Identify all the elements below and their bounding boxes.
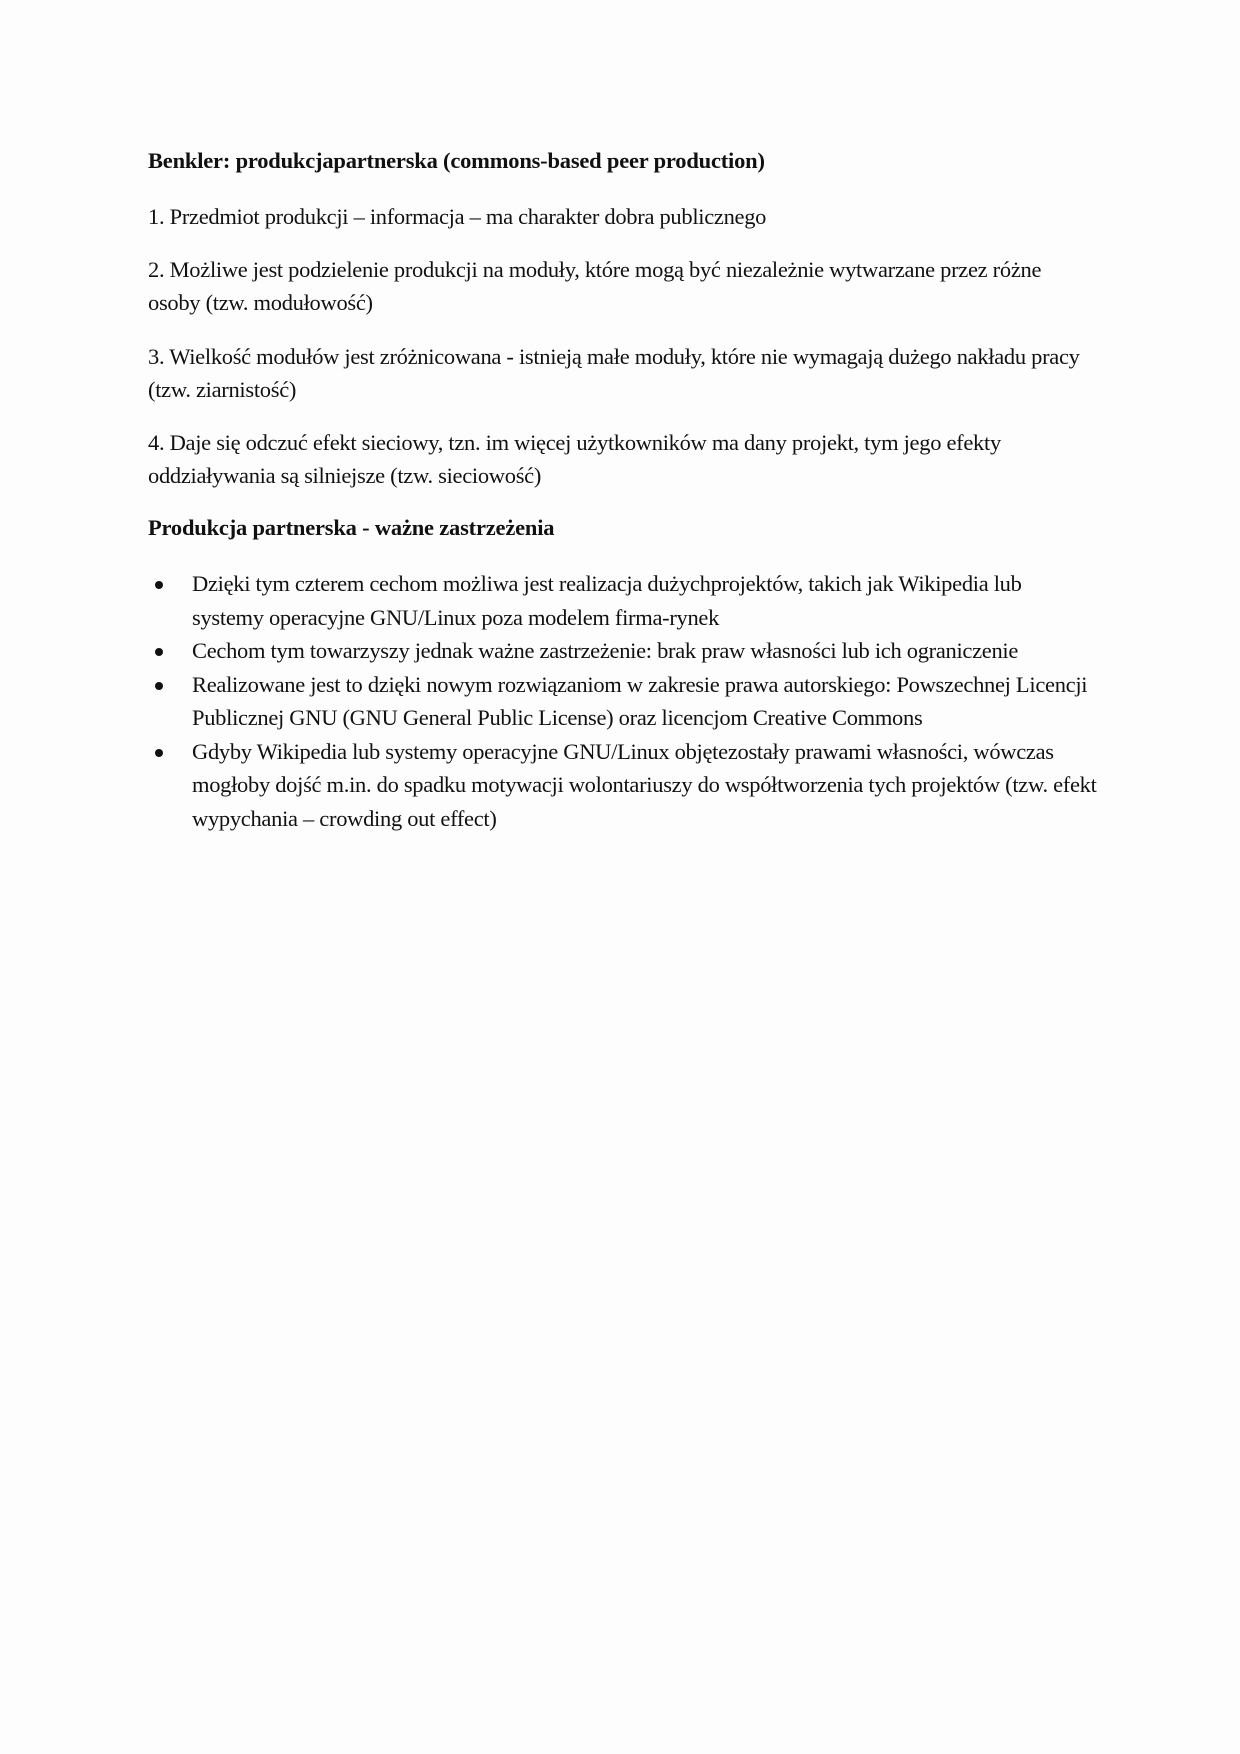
bullet-icon [155,682,163,690]
section-title-reservations: Produkcja partnerska - ważne zastrzeżenia [148,515,555,540]
point-2: 2. Możliwe jest podzielenie produkcji na moduły, które mogą być niezależnie wytwarzane przez różne osoby (tzw. modułowość) [148,257,1042,315]
bullet-icon [155,648,163,656]
list-item-text: Dzięki tym czterem cechom możliwa jest realizacja dużychprojektów, takich jak Wikipedia lub systemy operacyjne GNU/Linux poza modelem firma-rynek [192,571,1022,630]
list-item [148,735,1098,836]
list-item-text: Realizowane jest to dzięki nowym rozwiązaniom w zakresie prawa autorskiego: Powszechnej Licencji Publicznej GNU (GNU General Public License) oraz licencjom Creative Commons [192,671,1088,730]
point-3: 3. Wielkość modułów jest zróżnicowana - istnieją małe moduły, które nie wymagają dużego nakładu pracy (tzw. ziarnistość) [148,344,1080,402]
point-4: 4. Daje się odczuć efekt sieciowy, tzn. im więcej użytkowników ma dany projekt, tym jego efekty oddziaływania są silniejsze (tzw. sieciowość) [148,430,1001,488]
point-1: 1. Przedmiot produkcji – informacja – ma charakter dobra publicznego [148,204,767,229]
bullet-icon [155,749,163,757]
reservations-list [148,567,1098,835]
list-item [148,634,1098,668]
list-item-text: Gdyby Wikipedia lub systemy operacyjne GNU/Linux objętezostały prawami własności, wówczas mogłoby dojść m.in. do spadku motywacji wolontariuszy do współtworzenia tych projektów (tzw. efekt wypychania – crowding out effect) [192,738,1097,831]
list-item [148,567,1098,634]
list-item [148,668,1098,735]
list-item-text: Cechom tym towarzyszy jednak ważne zastrzeżenie: brak praw własności lub ich ograniczenie [192,638,1019,663]
bullet-icon [155,581,163,589]
document-title: Benkler: produkcjapartnerska (commons-based peer production) [148,148,765,173]
